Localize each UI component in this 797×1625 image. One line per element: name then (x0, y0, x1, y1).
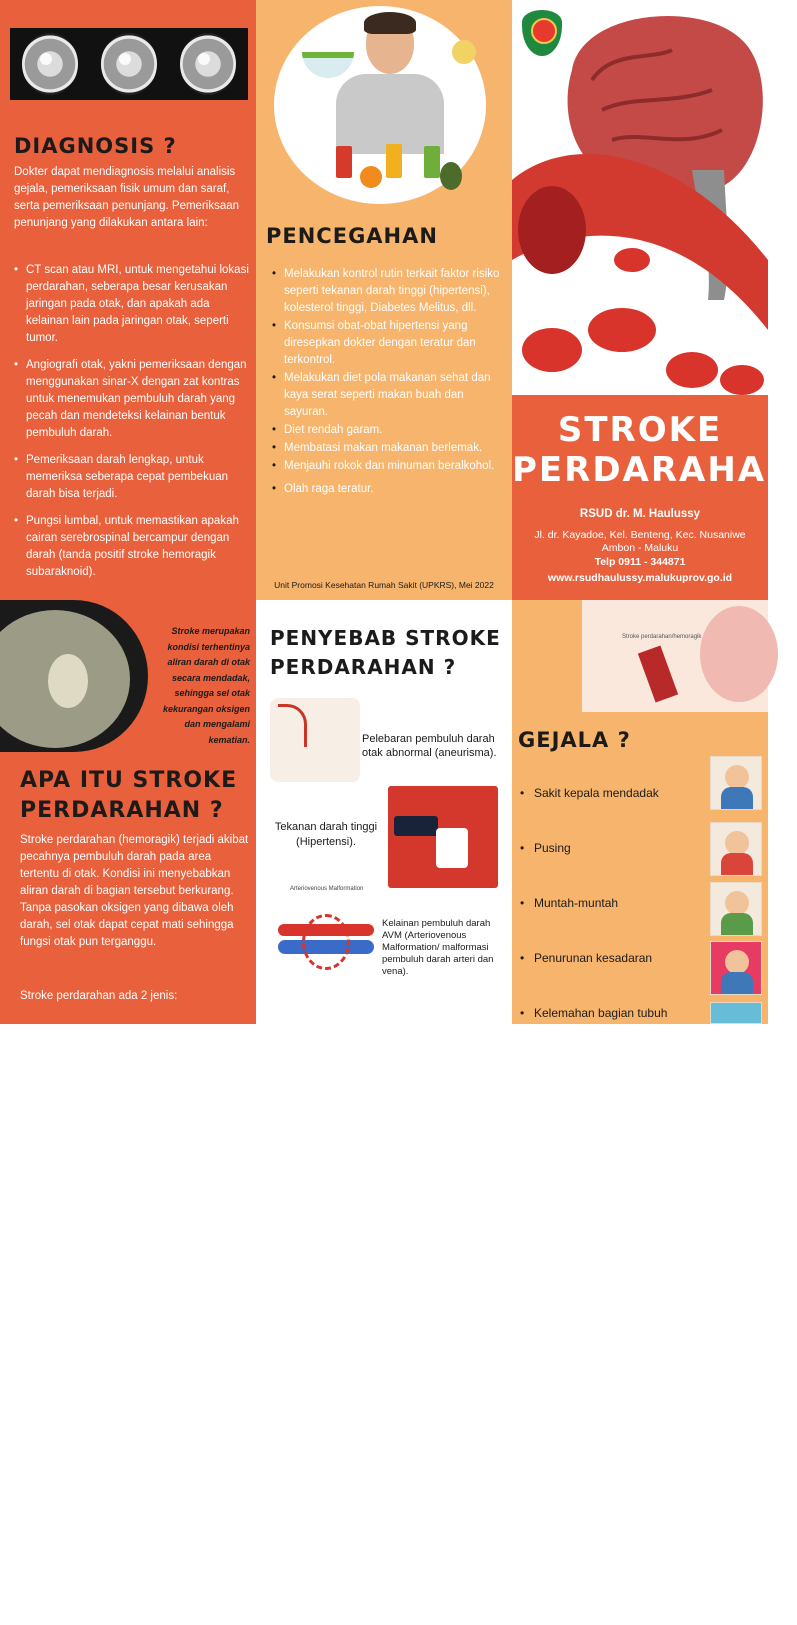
diagnosis-list (14, 262, 250, 591)
symptoms-panel (512, 600, 768, 1024)
juice-glass (424, 146, 440, 178)
definition-panel (0, 600, 256, 1622)
person-face (725, 765, 749, 789)
person-torso (721, 787, 753, 809)
prevention-list (272, 266, 504, 499)
avocado-fruit (440, 162, 462, 190)
fainting-icon (710, 941, 762, 995)
prevention-item: • Diet rendah garam. (272, 422, 504, 439)
symptom-item: • Sakit kepala mendadak (520, 786, 710, 801)
ct-scan-slice (101, 33, 157, 95)
hospital-phone: Telp 0911 - 344871 (594, 556, 686, 568)
hemorrhage-illustration (582, 600, 768, 712)
prevention-item: • Membatasi makan makanan berlemak. (272, 440, 504, 457)
blood-pressure-monitor (436, 828, 468, 868)
weakness-icon (710, 1002, 762, 1024)
diagnosis-panel (0, 0, 256, 600)
hemorrhage-illustration-label: Stroke perdarahan/hemoragik (622, 634, 702, 640)
symptom-item: • Pusing (520, 841, 710, 856)
brain-scan-image (0, 600, 148, 752)
brain-shape (700, 606, 778, 702)
cause-avm: Kelainan pembuluh darah AVM (Arteriovenous Malformation/ malformasi pembuluh darah arteri dan vena). (382, 918, 494, 977)
salad-bowl (302, 52, 354, 78)
juice-glass (336, 146, 352, 178)
person-face (725, 950, 749, 974)
diagnosis-item: • Angiografi otak, yakni pemeriksaan dengan menggunakan sinar-X dengan zat kontras untuk menemukan pembuluh darah yang pecah dan mendeteksi kelainan bentuk pembuluh darah. (14, 357, 250, 442)
symptom-item: • Penurunan kesadaran (520, 951, 710, 966)
definition-title: APA ITU STROKE PERDARAHAN ? (20, 768, 238, 823)
vomiting-icon (710, 882, 762, 936)
cause-aneurysm: Pelebaran pembuluh darah otak abnormal (aneurisma). (362, 733, 497, 759)
definition-body: Stroke perdarahan (hemoragik) terjadi akibat pecahnya pembuluh darah pada area tertentu di otak. Kondisi ini menyebabkan aliran darah di bagian tersebut berkurang. Tanpa pasokan oksigen yang dibawa oleh darah, sel otak dapat cepat mati sehingga fungsi otak pun terganggu. (20, 834, 249, 948)
definition-type-item: • Perdarahan intraserebral, yakni (20, 1610, 188, 1622)
person-body (336, 74, 444, 154)
brain-aneurysm-image (270, 698, 360, 782)
cover-panel (512, 0, 797, 600)
prevention-panel (256, 0, 512, 600)
healthy-food-image (274, 6, 486, 204)
avm-diagram-label: Arteriovenous Malformation (290, 886, 364, 892)
avm-tangle (302, 914, 350, 970)
person-face (725, 891, 749, 915)
diagnosis-title: DIAGNOSIS ? (14, 134, 177, 158)
dizzy-icon (710, 822, 762, 876)
juice-glass (386, 144, 402, 178)
prevention-item: • Olah raga teratur. (272, 481, 504, 498)
prevention-footer: Unit Promosi Kesehatan Rumah Sakit (UPKRS), Mei 2022 (274, 580, 494, 590)
blood-pressure-cuff (394, 816, 438, 836)
diagnosis-item: • Pemeriksaan darah lengkap, untuk memeriksa seberapa cepat pembekuan darah bisa terjadi. (14, 452, 250, 503)
hospital-name: RSUD dr. M. Haulussy (579, 508, 701, 520)
hospital-website: www.rsudhaulussy.malukuprov.go.id (547, 572, 733, 584)
cause-hypertension: Tekanan darah tinggi (Hipertensi). (274, 821, 378, 848)
avm-diagram-image (272, 900, 376, 994)
diagnosis-item: • CT scan atau MRI, untuk mengetahui lokasi perdarahan, seberapa besar kerusakan jaringan pada otak, dan apakah ada kelainan lain pada jaringan otak, seperti tumor. (14, 262, 250, 347)
person-torso (721, 972, 753, 994)
ct-scan-image (10, 28, 248, 100)
diagnosis-intro: Dokter dapat mendiagnosis melalui analisis gejala, pemeriksaan fisik umum dan saraf, serta pemeriksaan penunjang. Pemeriksaan penunjang yang dilakukan antara lain: (14, 166, 240, 229)
prevention-item: • Melakukan diet pola makanan sehat dan kaya serat seperti makan buah dan sayuran. (272, 370, 504, 421)
symptoms-title: GEJALA ? (518, 728, 631, 752)
person-torso (721, 913, 753, 935)
prevention-item: • Melakukan kontrol rutin terkait faktor risiko seperti tekanan darah tinggi (hipertensi), kolesterol tinggi, Diabetes Melitus, dll. (272, 266, 504, 317)
ct-scan-slice (180, 33, 236, 95)
blood-pressure-image (388, 786, 498, 888)
prevention-item: • Menjauhi rokok dan minuman beralkohol. (272, 458, 504, 475)
hemorrhage-area (48, 654, 88, 708)
brain-blood-vessel-image (512, 0, 768, 395)
ruptured-vessel (638, 645, 678, 702)
definition-types-intro: Stroke perdarahan ada 2 jenis: (20, 990, 178, 1002)
causes-panel (256, 600, 512, 1024)
cover-title (512, 410, 797, 490)
definition-quote: Stroke merupakan kondisi terhentinya aliran darah di otak secara mendadak, sehingga sel otak kekurangan oksigen dan mengalami kematian. (162, 626, 250, 745)
causes-title: PENYEBAB STROKE PERDARAHAN ? (270, 626, 501, 679)
hospital-address: Jl. dr. Kayadoe, Kel. Benteng, Kec. Nusaniwe Ambon - Maluku (534, 529, 746, 554)
prevention-item: • Konsumsi obat-obat hipertensi yang diresepkan dokter dengan teratur dan terkontrol. (272, 318, 504, 369)
cover-title-line2: PERDARAHAN (512, 450, 797, 490)
cover-title-line1: STROKE (557, 410, 723, 450)
person-hair (364, 12, 416, 34)
ct-scan-slice (22, 33, 78, 95)
orange-fruit (360, 166, 382, 188)
symptom-item: • Kelemahan bagian tubuh (520, 1006, 710, 1021)
person-face (725, 831, 749, 855)
symptom-item: • Muntah-muntah (520, 896, 710, 911)
prevention-title: PENCEGAHAN (266, 224, 438, 248)
diagnosis-item: • Pungsi lumbal, untuk memastikan apakah cairan serebrospinal bercampur dengan darah (tanda positif stroke hemoragik subaraknoid). (14, 513, 250, 581)
lemon (452, 40, 476, 64)
person-torso (721, 853, 753, 875)
headache-icon (710, 756, 762, 810)
